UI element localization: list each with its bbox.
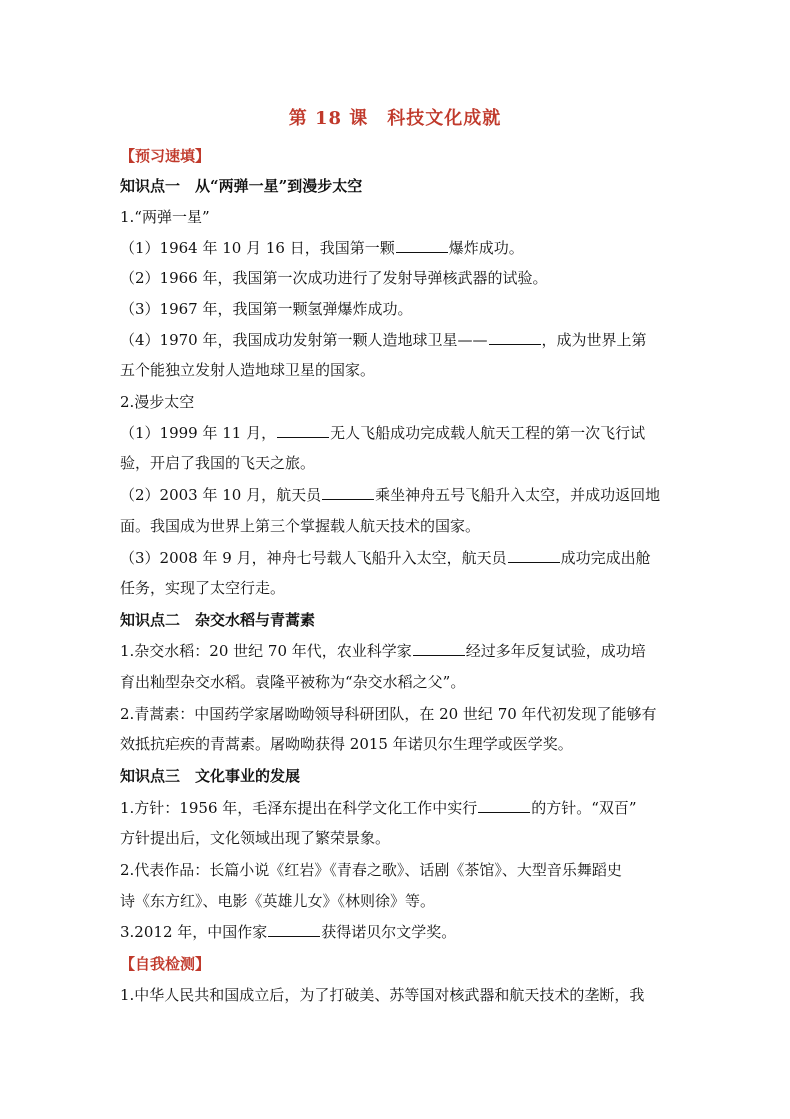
kp1-item2: （2）1966 年，我国第一次成功进行了发射导弹核武器的试验。 bbox=[120, 269, 548, 287]
kp1-item1-text-a: （1）1964 年 10 月 16 日，我国第一颗 bbox=[120, 239, 395, 257]
kp1-item1 bbox=[120, 238, 676, 258]
kp2-rice bbox=[120, 641, 676, 661]
kp1-item4-text-b: ，成为世界上第 bbox=[541, 331, 647, 349]
section-preview-heading: 【预习速填】 bbox=[120, 147, 211, 165]
kp1-space3-text-a: （3）2008 年 9 月，神舟七号载人飞船升入太空，航天员 bbox=[120, 549, 507, 567]
kp3-policy-text-a: 1.方针：1956 年，毛泽东提出在科学文化工作中实行 bbox=[120, 799, 478, 817]
fill-blank[interactable] bbox=[396, 238, 448, 253]
kp1-item4-text-a: （4）1970 年，我国成功发射第一颗人造地球卫星—— bbox=[120, 331, 488, 349]
kp1-item1-text-b: 爆炸成功。 bbox=[448, 239, 524, 257]
kp1-space3-text-b: 成功完成出舱 bbox=[560, 549, 651, 567]
kp1-sub2: 2.漫步太空 bbox=[120, 393, 195, 411]
kp2-artemisinin-cont: 效抵抗疟疾的青蒿素。屠呦呦获得 2015 年诺贝尔生理学或医学奖。 bbox=[120, 735, 573, 753]
kp3-policy-cont: 方针提出后，文化领域出现了繁荣景象。 bbox=[120, 829, 391, 847]
lesson-title: 第 18 课 科技文化成就 bbox=[288, 108, 502, 129]
kp3-heading: 知识点三 文化事业的发展 bbox=[120, 767, 301, 785]
kp1-space2-cont: 面。我国成为世界上第三个掌握载人航天技术的国家。 bbox=[120, 517, 481, 535]
kp3-policy bbox=[120, 798, 676, 818]
kp3-nobel-text-b: 获得诺贝尔文学奖。 bbox=[321, 923, 457, 941]
kp2-artemisinin: 2.青蒿素：中国药学家屠呦呦领导科研团队，在 20 世纪 70 年代初发现了能够有 bbox=[120, 705, 657, 723]
kp1-space3-cont: 任务，实现了太空行走。 bbox=[120, 579, 286, 597]
kp1-sub1: 1.“两弹一星” bbox=[120, 208, 210, 226]
fill-blank[interactable] bbox=[478, 798, 530, 813]
fill-blank[interactable] bbox=[489, 330, 541, 345]
kp2-rice-cont: 育出籼型杂交水稻。袁隆平被称为“杂交水稻之父”。 bbox=[120, 673, 466, 691]
kp1-space1 bbox=[120, 423, 676, 443]
kp2-rice-text-b: 经过多年反复试验，成功培 bbox=[465, 642, 646, 660]
section-selfcheck-heading: 【自我检测】 bbox=[120, 955, 211, 973]
kp1-item3: （3）1967 年，我国第一颗氢弹爆炸成功。 bbox=[120, 300, 413, 318]
fill-blank[interactable] bbox=[268, 922, 320, 937]
check-question-1: 1.中华人民共和国成立后，为了打破美、苏等国对核武器和航天技术的垄断，我 bbox=[120, 986, 645, 1004]
fill-blank[interactable] bbox=[322, 485, 374, 500]
kp3-works: 2.代表作品：长篇小说《红岩》《青春之歌》、话剧《茶馆》、大型音乐舞蹈史 bbox=[120, 861, 622, 879]
fill-blank[interactable] bbox=[277, 423, 329, 438]
kp3-nobel bbox=[120, 922, 676, 942]
kp1-item4 bbox=[120, 330, 676, 350]
kp1-space1-text-b: 无人飞船成功完成载人航天工程的第一次飞行试 bbox=[330, 424, 646, 442]
kp3-policy-text-b: 的方针。“双百” bbox=[531, 799, 637, 817]
kp1-space2-text-b: 乘坐神舟五号飞船升入太空，并成功返回地 bbox=[375, 486, 661, 504]
fill-blank[interactable] bbox=[508, 548, 560, 563]
kp2-heading: 知识点二 杂交水稻与青蒿素 bbox=[120, 611, 316, 629]
kp1-space1-cont: 验，开启了我国的飞天之旅。 bbox=[120, 454, 316, 472]
fill-blank[interactable] bbox=[413, 641, 465, 656]
kp3-works-cont: 诗《东方红》、电影《英雄儿女》《林则徐》等。 bbox=[120, 892, 436, 910]
kp2-rice-text-a: 1.杂交水稻：20 世纪 70 年代，农业科学家 bbox=[120, 642, 412, 660]
kp1-space2 bbox=[120, 485, 676, 505]
kp1-space2-text-a: （2）2003 年 10 月，航天员 bbox=[120, 486, 322, 504]
kp1-space3 bbox=[120, 548, 676, 568]
kp3-nobel-text-a: 3.2012 年，中国作家 bbox=[120, 923, 268, 941]
kp1-heading: 知识点一 从“两弹一星”到漫步太空 bbox=[120, 177, 363, 195]
kp1-item4-cont: 五个能独立发射人造地球卫星的国家。 bbox=[120, 361, 376, 379]
kp1-space1-text-a: （1）1999 年 11 月， bbox=[120, 424, 277, 442]
